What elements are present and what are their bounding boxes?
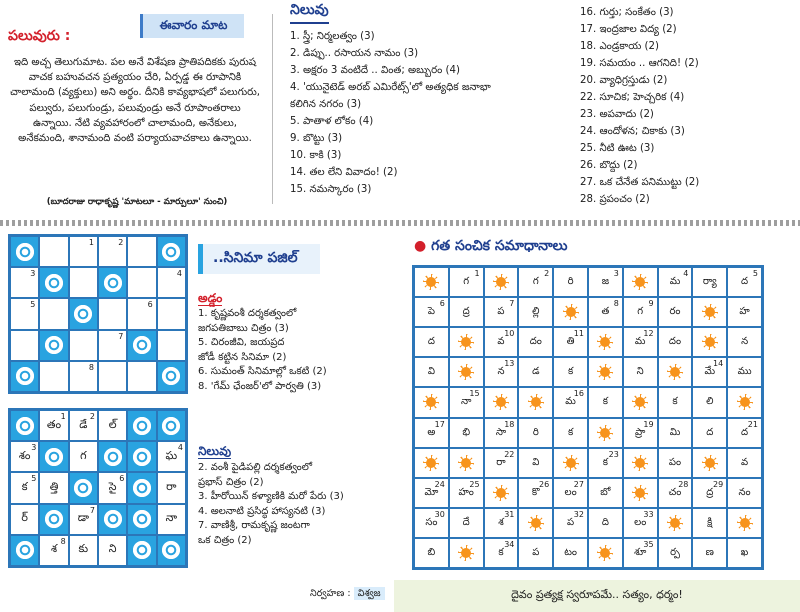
- grid-cell: [127, 472, 156, 503]
- flower-icon: [16, 417, 34, 435]
- grid-cell: [39, 267, 68, 298]
- solution-cell: [518, 387, 553, 417]
- top-nilupu-title: నిలువు: [290, 2, 329, 24]
- solution-cell: ద 21: [727, 418, 762, 448]
- solution-cell: వి: [518, 448, 553, 478]
- down-clue: 3. హీరోయిన్ కళ్యాణికి మరో పేరు (3): [198, 491, 344, 502]
- week-word-badge: ఈవారం మాట: [140, 14, 244, 38]
- grid-cell: 4: [157, 267, 186, 298]
- sun-icon: [423, 394, 439, 410]
- solution-cell: చం 28: [658, 478, 693, 508]
- solution-cell: క 23: [588, 448, 623, 478]
- solution-cell: త 8: [588, 297, 623, 327]
- solution-cell: [623, 267, 658, 297]
- solution-cell: ద్ర: [449, 297, 484, 327]
- solution-cell: మో 24: [414, 478, 449, 508]
- clue-item: 18. ఎండ్రకాయ (2): [580, 41, 659, 52]
- sun-icon: [632, 394, 648, 410]
- grid-cell: రా: [157, 472, 186, 503]
- flower-icon: [104, 510, 122, 528]
- solution-cell: మ 16: [553, 387, 588, 417]
- flower-icon: [162, 243, 180, 261]
- grid-cell: [157, 361, 186, 392]
- solution-cell: శ 31: [484, 508, 519, 538]
- credit-label: నిర్వహణ :: [310, 588, 351, 599]
- solution-cell: క్షి: [692, 508, 727, 538]
- flower-icon: [133, 336, 151, 354]
- grid-cell: [127, 361, 156, 392]
- down-clue: ఒక చిత్రం (2): [198, 534, 252, 546]
- grid-cell: [10, 361, 39, 392]
- across-clue: 1. కృష్ణవంశీ దర్శకత్వంలో: [198, 308, 297, 319]
- flower-icon: [16, 367, 34, 385]
- solution-cell: ద: [414, 327, 449, 357]
- solution-cell: [658, 508, 693, 538]
- clue-item: 22. సూచిక; హెచ్చరిక (4): [580, 92, 685, 103]
- grid-cell: [39, 504, 68, 535]
- grid-cell: [98, 504, 127, 535]
- sun-icon: [458, 545, 474, 561]
- sun-icon: [563, 304, 579, 320]
- flower-icon: [16, 243, 34, 261]
- clue-item: 23. అపవాదు (2): [580, 109, 654, 120]
- solution-cell: మ 4: [658, 267, 693, 297]
- sun-icon: [702, 304, 718, 320]
- grid-cell: త్తి: [39, 472, 68, 503]
- grid-cell: డే 2: [69, 410, 98, 441]
- solution-cell: [414, 267, 449, 297]
- solution-cell: క: [553, 357, 588, 387]
- grid-cell: [10, 535, 39, 566]
- solution-cell: తి 11: [553, 327, 588, 357]
- grid-cell: శ 8: [39, 535, 68, 566]
- solution-cell: [623, 448, 658, 478]
- grid-cell: 8: [69, 361, 98, 392]
- clue-item: 17. ఇంద్రజాల విద్య (2): [580, 24, 677, 35]
- solution-cell: పం: [658, 448, 693, 478]
- flower-icon: [133, 541, 151, 559]
- solution-cell: [449, 327, 484, 357]
- flower-icon: [133, 448, 151, 466]
- grid-cell: [69, 472, 98, 503]
- flower-icon: [104, 448, 122, 466]
- solution-cell: [449, 357, 484, 387]
- flower-icon: [16, 541, 34, 559]
- sun-icon: [667, 515, 683, 531]
- across-clue: జోడీ కట్టిన సినిమా (2): [198, 351, 287, 363]
- across-clue: జగపతిబాబు చిత్రం (3): [198, 322, 289, 334]
- grid-cell: సై 6: [98, 472, 127, 503]
- top-nilupu-col2: [580, 4, 699, 208]
- grid-cell: [98, 441, 127, 472]
- solution-cell: [414, 448, 449, 478]
- clue-item: 9. బొట్టు (3): [290, 133, 343, 144]
- solution-cell: [484, 478, 519, 508]
- top-nilupu-col1: [290, 28, 491, 198]
- solution-cell: హ: [727, 297, 762, 327]
- clue-item: 25. నీటి ఊట (3): [580, 143, 655, 154]
- solution-cell: [727, 508, 762, 538]
- solution-cell: [553, 448, 588, 478]
- column-divider: [272, 14, 273, 204]
- flower-icon: [162, 417, 180, 435]
- solution-cell: ర్యా: [692, 267, 727, 297]
- grid-cell: గ: [69, 441, 98, 472]
- footer-quote: దైవం ప్రత్యక్ష స్వరూపమే.. సత్యం, ధర్మం!: [394, 580, 800, 612]
- sun-icon: [563, 455, 579, 471]
- sun-icon: [493, 394, 509, 410]
- grid-cell: డా 7: [69, 504, 98, 535]
- flower-icon: [45, 448, 63, 466]
- down-clue: 2. వంశీ పైడిపల్లి దర్శకత్వంలో: [198, 462, 313, 473]
- across-clue: 5. చిరంజీవి, జయప్రద: [198, 337, 285, 348]
- grid-cell: 5: [10, 298, 39, 329]
- across-clues: [198, 307, 327, 394]
- grid-cell: [127, 410, 156, 441]
- solution-cell: ఖ: [727, 538, 762, 568]
- sun-icon: [597, 545, 613, 561]
- solution-cell: డ: [518, 357, 553, 387]
- grid-cell: [127, 236, 156, 267]
- grid-cell: 7: [98, 330, 127, 361]
- grid-cell: ల్: [98, 410, 127, 441]
- grid-cell: శం 3: [10, 441, 39, 472]
- puzzle-grid: [8, 234, 188, 394]
- down-title: నిలువు: [198, 444, 232, 458]
- down-clue: ప్రభాస్ చిత్రం (2): [198, 476, 264, 488]
- solution-cell: [588, 538, 623, 568]
- section-divider: [0, 220, 800, 226]
- solution-cell: [484, 267, 519, 297]
- sun-icon: [423, 455, 439, 471]
- solution-cell: అ 17: [414, 418, 449, 448]
- grid-cell: [98, 267, 127, 298]
- solution-cell: దే: [449, 508, 484, 538]
- flower-icon: [74, 479, 92, 497]
- solution-cell: [414, 387, 449, 417]
- grid-cell: [10, 410, 39, 441]
- solution-cell: [727, 387, 762, 417]
- grid-cell: [157, 330, 186, 361]
- solution-cell: ము: [727, 357, 762, 387]
- solution-cell: ణ: [692, 538, 727, 568]
- clue-item: 28. ప్రపంచం (2): [580, 194, 650, 205]
- solution-cell: సా 18: [484, 418, 519, 448]
- solution-cell: బి: [414, 538, 449, 568]
- solution-cell: క: [588, 387, 623, 417]
- grid-cell: [157, 298, 186, 329]
- solution-cell: ని: [623, 357, 658, 387]
- cinema-puzzle-title: ..సినిమా పజిల్: [198, 244, 320, 274]
- solution-cell: లం 33: [623, 508, 658, 538]
- solution-cell: గ 9: [623, 297, 658, 327]
- flower-icon: [133, 479, 151, 497]
- grid-cell: 2: [98, 236, 127, 267]
- down-clues: [198, 461, 344, 548]
- flower-icon: [133, 417, 151, 435]
- solution-cell: క: [658, 387, 693, 417]
- sun-icon: [458, 334, 474, 350]
- grid-cell: తం 1: [39, 410, 68, 441]
- solution-cell: ప 7: [484, 297, 519, 327]
- grid-cell: [157, 535, 186, 566]
- palupuru-body: ఇది అచ్చ తెలుగుమాట. పల అనే విశేషణ ప్రాతిపదికకు పురుష వాచక బహువచన ప్రత్యయం చేరి, ఏర్పడ్డ ఈ రూపానికి చాలామంది (వ్యక్తులు) అని అర్థం. దీనికి కావ్యభాషలో పలుగురు, పల్వురు, పలుగుండ్రు, పలువుండ్రు అనే రూపాంతరాలు ఉన్నాయి. నేటి వ్యవహారంలో చాలామంది, అనేకులు, అనేకమంది, శానామంది వంటి పర్యాయవాచకాలు ఉన్నాయి.: [10, 57, 260, 145]
- solution-cell: ప: [518, 538, 553, 568]
- solution-cell: జ 3: [588, 267, 623, 297]
- grid-cell: [98, 361, 127, 392]
- solution-title: ● గత సంచిక సమాధానాలు: [414, 238, 568, 254]
- solution-cell: నం: [727, 478, 762, 508]
- solution-cell: [553, 297, 588, 327]
- sun-icon: [458, 455, 474, 471]
- grid-cell: [39, 330, 68, 361]
- grid-cell: ని: [98, 535, 127, 566]
- grid-cell: [10, 236, 39, 267]
- solution-cell: న: [727, 327, 762, 357]
- grid-cell: [127, 330, 156, 361]
- puzzle-answer-grid: [8, 408, 188, 568]
- clue-item: 20. వ్యాధిగ్రస్తుడు (2): [580, 75, 668, 86]
- solution-cell: మే 14: [692, 357, 727, 387]
- solution-cell: బో: [588, 478, 623, 508]
- across-clue: 8. 'గేమ్ ఛేంజర్'లో పార్వతి (3): [198, 380, 322, 392]
- grid-cell: 1: [69, 236, 98, 267]
- solution-cell: గ 1: [449, 267, 484, 297]
- sun-icon: [667, 364, 683, 380]
- solution-cell: ద: [692, 418, 727, 448]
- sun-icon: [528, 515, 544, 531]
- solution-cell: లి: [692, 387, 727, 417]
- clue-item: 15. నమస్కారం (3): [290, 184, 372, 195]
- grid-cell: ర్: [10, 504, 39, 535]
- solution-cell: గ 2: [518, 267, 553, 297]
- flower-icon: [45, 274, 63, 292]
- solution-cell: వ 10: [484, 327, 519, 357]
- grid-cell: 6: [127, 298, 156, 329]
- solution-cell: [449, 538, 484, 568]
- solution-cell: టం: [553, 538, 588, 568]
- grid-cell: [127, 535, 156, 566]
- solution-cell: [623, 387, 658, 417]
- solution-cell: [588, 357, 623, 387]
- clue-item: 3. అక్షరం 3 వంటిదే .. వింత; అబ్బురం (4): [290, 65, 460, 76]
- grid-cell: [127, 267, 156, 298]
- clue-item: 4. 'యునైటెడ్ అరబ్ ఎమిరేట్స్'లో అత్యధిక జనాభా: [290, 82, 491, 93]
- grid-cell: 3: [10, 267, 39, 298]
- clue-item: 24. ఆందోళన; చికాకు (3): [580, 126, 685, 137]
- solution-cell: వి: [414, 357, 449, 387]
- sun-icon: [597, 364, 613, 380]
- solution-cell: [692, 297, 727, 327]
- flower-icon: [162, 541, 180, 559]
- solution-cell: క 34: [484, 538, 519, 568]
- solution-cell: లం 27: [553, 478, 588, 508]
- sun-icon: [493, 274, 509, 290]
- solution-grid: [412, 265, 764, 570]
- solution-cell: రి: [553, 267, 588, 297]
- solution-cell: [518, 508, 553, 538]
- solution-cell: ద 5: [727, 267, 762, 297]
- solution-cell: దం: [518, 327, 553, 357]
- solution-cell: పె 6: [414, 297, 449, 327]
- sun-icon: [632, 274, 648, 290]
- solution-title-text: గత సంచిక సమాధానాలు: [431, 238, 568, 254]
- clue-item: 27. ఒక చేనేత పనిముట్టు (2): [580, 177, 700, 188]
- sun-icon: [493, 485, 509, 501]
- grid-cell: ఘ 4: [157, 441, 186, 472]
- sun-icon: [702, 455, 718, 471]
- flower-icon: [45, 336, 63, 354]
- grid-cell: [39, 441, 68, 472]
- grid-cell: [127, 441, 156, 472]
- clue-item: 14. తల లేని వివాదం! (2): [290, 167, 398, 178]
- sun-icon: [737, 515, 753, 531]
- flower-icon: [104, 274, 122, 292]
- clue-item: 10. కాకి (3): [290, 150, 342, 161]
- solution-cell: [623, 478, 658, 508]
- clue-item: 19. సమయం .. ఆగనిది! (2): [580, 58, 699, 69]
- across-clue: 6. సుమంత్ సినిమాల్లో ఒకటి (2): [198, 366, 327, 377]
- grid-cell: [39, 361, 68, 392]
- palupuru-source: (బూదరాజు రాధాకృష్ణ 'మాటలూ - మార్పులూ' నుంచి): [46, 197, 228, 207]
- solution-cell: మ 12: [623, 327, 658, 357]
- credit-name: విశ్వజ: [354, 587, 385, 600]
- solution-cell: [692, 327, 727, 357]
- grid-cell: [127, 504, 156, 535]
- solution-cell: వ: [727, 448, 762, 478]
- solution-cell: [692, 448, 727, 478]
- solution-cell: న 13: [484, 357, 519, 387]
- solution-cell: రి: [518, 418, 553, 448]
- down-clue: 7. వాణిశ్రీ, రామకృష్ణ జంటగా: [198, 520, 310, 531]
- solution-cell: సం 30: [414, 508, 449, 538]
- grid-cell: [69, 267, 98, 298]
- clue-item: 1. స్త్రీ; నిర్మలత్వం (3): [290, 31, 375, 42]
- solution-cell: కొ 26: [518, 478, 553, 508]
- grid-cell: [10, 330, 39, 361]
- grid-cell: [98, 298, 127, 329]
- solution-cell: ద్ర 29: [692, 478, 727, 508]
- grid-cell: [157, 410, 186, 441]
- solution-cell: ల్లి: [518, 297, 553, 327]
- solution-cell: [588, 327, 623, 357]
- flower-icon: [45, 510, 63, 528]
- grid-cell: [69, 298, 98, 329]
- palupuru-title: పలువురు :: [8, 28, 71, 44]
- sun-icon: [597, 334, 613, 350]
- solution-cell: రం: [658, 297, 693, 327]
- solution-cell: [658, 357, 693, 387]
- solution-cell: ర్ప: [658, 538, 693, 568]
- solution-cell: మి: [658, 418, 693, 448]
- clue-item: 5. పాతాళ లోకం (4): [290, 116, 374, 127]
- solution-cell: ప్రా 19: [623, 418, 658, 448]
- solution-cell: ది: [588, 508, 623, 538]
- clue-item: 2. డిప్పు.. రసాయన నామం (3): [290, 48, 419, 59]
- grid-cell: కు: [69, 535, 98, 566]
- solution-cell: [588, 418, 623, 448]
- sun-icon: [632, 455, 648, 471]
- sun-icon: [528, 394, 544, 410]
- sun-icon: [423, 274, 439, 290]
- flower-icon: [162, 367, 180, 385]
- grid-cell: [39, 236, 68, 267]
- across-title: అడ్డం: [198, 291, 223, 305]
- down-clue: 4. అలనాటి ప్రసిద్ధ హాస్యనటి (3): [198, 505, 326, 517]
- sun-icon: [632, 485, 648, 501]
- grid-cell: [69, 330, 98, 361]
- solution-cell: భి: [449, 418, 484, 448]
- grid-cell: [39, 298, 68, 329]
- sun-icon: [737, 394, 753, 410]
- sun-icon: [597, 425, 613, 441]
- solution-cell: నా 15: [449, 387, 484, 417]
- sun-icon: [458, 364, 474, 380]
- solution-cell: [484, 387, 519, 417]
- grid-cell: క 5: [10, 472, 39, 503]
- flower-icon: [74, 305, 92, 323]
- solution-cell: రా 22: [484, 448, 519, 478]
- clue-item: 16. గుర్తు; సంకేతం (3): [580, 7, 674, 18]
- grid-cell: నా: [157, 504, 186, 535]
- solution-cell: క: [553, 418, 588, 448]
- solution-cell: శూ 35: [623, 538, 658, 568]
- solution-cell: ప 32: [553, 508, 588, 538]
- grid-cell: [157, 236, 186, 267]
- credit: [310, 588, 385, 601]
- sun-icon: [702, 334, 718, 350]
- clue-item: కలిగిన నగరం (3): [290, 99, 362, 110]
- clue-item: 26. బొద్దు (2): [580, 160, 638, 171]
- flower-icon: [133, 510, 151, 528]
- solution-cell: దం: [658, 327, 693, 357]
- solution-cell: [449, 448, 484, 478]
- solution-cell: హం 25: [449, 478, 484, 508]
